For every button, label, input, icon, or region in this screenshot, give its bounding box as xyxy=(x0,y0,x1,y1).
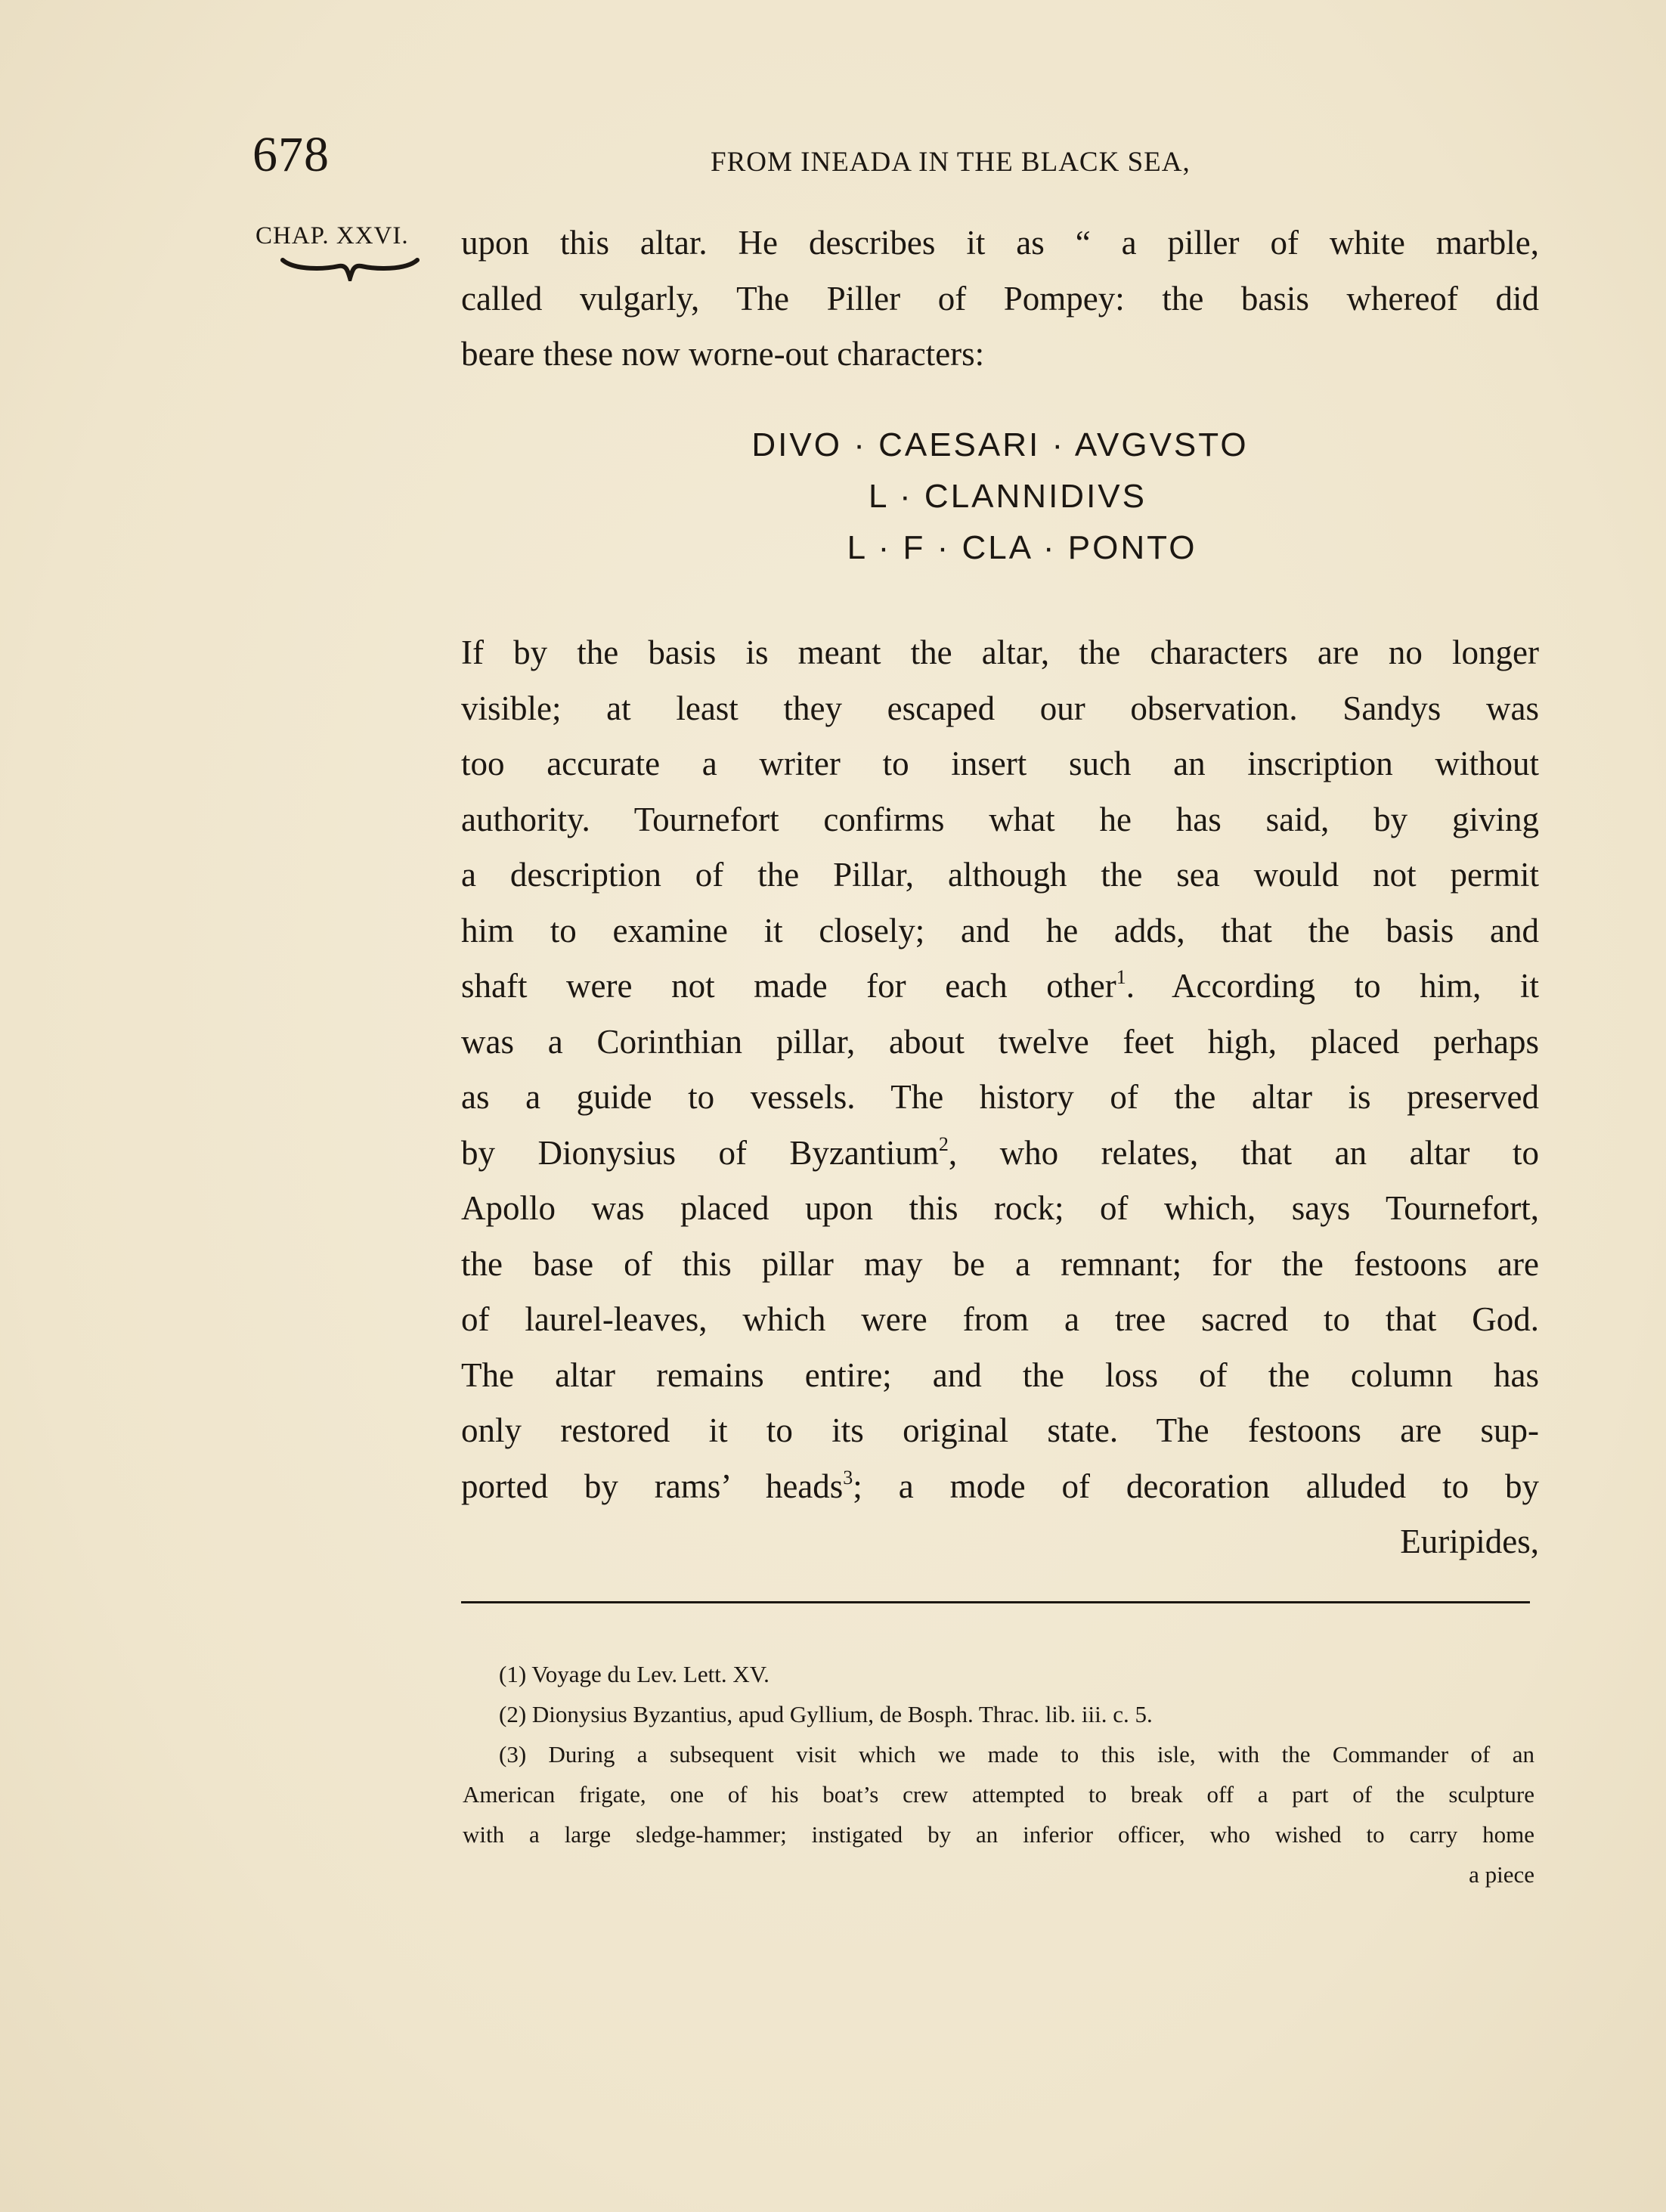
line-text: ; a mode of decoration alluded to by xyxy=(853,1467,1539,1505)
text-line: visible; at least they escaped our observation. Sandys was xyxy=(461,689,1539,727)
line-text: , who relates, that an altar to xyxy=(948,1133,1540,1172)
text-line: The altar remains entire; and the loss of the column has xyxy=(461,1355,1539,1394)
text-line: Apollo was placed upon this rock; of which, says Tournefort, xyxy=(461,1189,1539,1227)
footnote-catchword: a piece xyxy=(1469,1861,1534,1888)
text-line: as a guide to vessels. The history of the altar is preserved xyxy=(461,1078,1539,1116)
footnote: (2) Dionysius Byzantius, apud Gyllium, de Bosph. Thrac. lib. iii. c. 5. xyxy=(499,1701,1153,1727)
inscription-line: DIVO · CAESARI · AVGVSTO xyxy=(751,426,1249,463)
text-line: If by the basis is meant the altar, the characters are no longer xyxy=(461,634,1539,671)
footnotes xyxy=(463,1654,1534,1894)
catchword: Euripides, xyxy=(1400,1523,1539,1560)
footnote-marker[interactable]: 2 xyxy=(938,1132,949,1155)
footnote: (1) Voyage du Lev. Lett. XV. xyxy=(499,1661,770,1687)
intro-paragraph xyxy=(461,215,1539,383)
text-line-with-note xyxy=(461,959,1539,1015)
footnote-marker[interactable]: 1 xyxy=(1116,966,1126,988)
text-line: beare these now worne-out characters: xyxy=(461,335,985,373)
text-line: the base of this pillar may be a remnant; for the festoons are xyxy=(461,1244,1539,1283)
text-line-with-note xyxy=(461,1126,1539,1182)
text-line: upon this altar. He describes it as “ a piller of white marble, xyxy=(461,224,1539,262)
text-line: him to examine it closely; and he adds, that the basis and xyxy=(461,911,1539,950)
text-line: too accurate a writer to insert such an inscription without xyxy=(461,745,1539,782)
line-text: by Dionysius of Byzantium xyxy=(461,1133,939,1172)
text-line: a description of the Pillar, although the sea would not permit xyxy=(461,856,1539,894)
text-line: was a Corinthian pillar, about twelve feet high, placed perhaps xyxy=(461,1022,1539,1061)
page-number: 678 xyxy=(252,127,330,182)
main-paragraph xyxy=(461,625,1539,1570)
footnote-continuation: American frigate, one of his boat’s crew attempted to break off a part of the sculpture xyxy=(463,1781,1534,1808)
latin-inscription xyxy=(461,420,1539,574)
footnote-continuation: with a large sledge-hammer; instigated by an inferior officer, who wished to carry home xyxy=(463,1821,1534,1848)
inscription-line: L · F · CLA · PONTO xyxy=(847,529,1197,566)
footnote: (3) During a subsequent visit which we made to this isle, with the Commander of an xyxy=(499,1741,1534,1767)
line-text: . According to him, it xyxy=(1126,967,1539,1005)
line-text: ported by rams’ heads xyxy=(461,1467,844,1505)
line-text: shaft were not made for each other xyxy=(461,967,1116,1005)
text-line-with-note xyxy=(461,1459,1539,1515)
chapter-label: CHAP. XXVI. xyxy=(255,222,409,249)
text-line: only restored it to its original state. The festoons are sup- xyxy=(461,1411,1539,1449)
text-line: of laurel-leaves, which were from a tree sacred to that God. xyxy=(461,1300,1539,1338)
chapter-brace-ornament xyxy=(280,254,420,281)
text-line: authority. Tournefort confirms what he has said, by giving xyxy=(461,800,1539,838)
footnote-marker[interactable]: 3 xyxy=(843,1466,853,1489)
text-line: called vulgarly, The Piller of Pompey: the basis whereof did xyxy=(461,279,1539,318)
inscription-line: L · CLANNIDIVS xyxy=(868,478,1147,515)
footnote-divider xyxy=(461,1601,1530,1603)
running-title: FROM INEADA IN THE BLACK SEA, xyxy=(711,147,1191,178)
